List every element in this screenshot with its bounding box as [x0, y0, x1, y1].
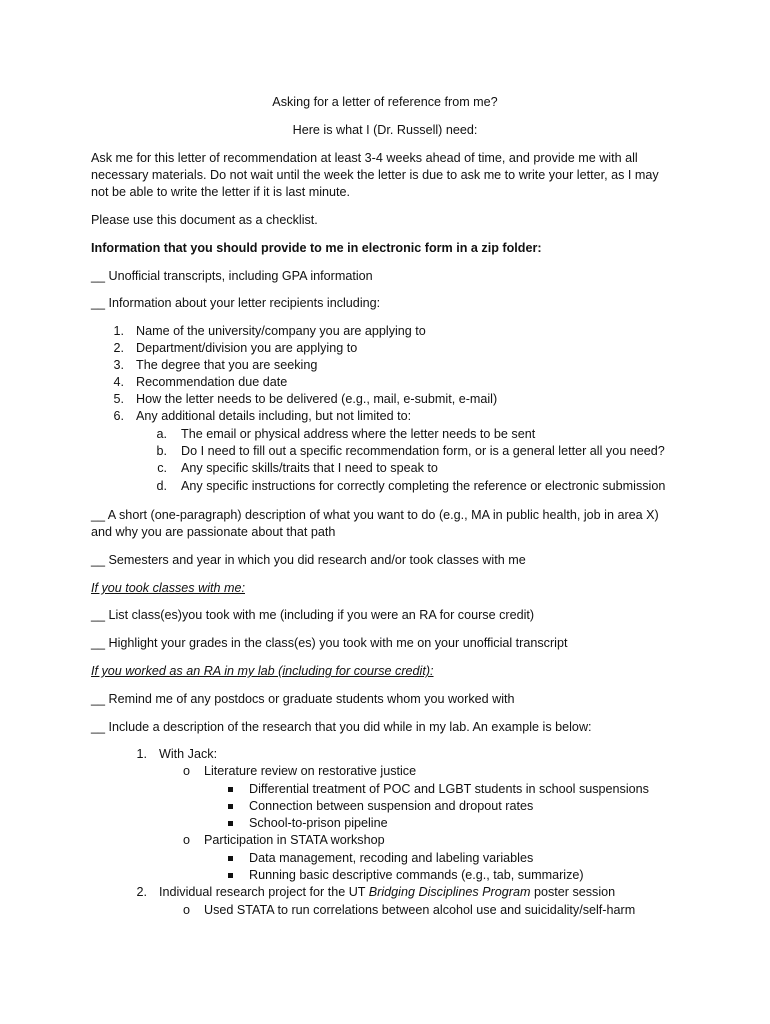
- checklist-item-list-classes: __ List class(es)you took with me (including if you were an RA for course credit): [91, 608, 535, 622]
- circle-bullet: o: [183, 833, 191, 847]
- checklist-item-postdocs: __ Remind me of any postdocs or graduate students whom you worked with: [91, 692, 515, 706]
- example-sub-item: Participation in STATA workshop: [204, 833, 385, 847]
- square-bullet: [228, 856, 233, 861]
- square-bullet: [228, 804, 233, 809]
- square-bullet: [228, 821, 233, 826]
- info-heading: Information that you should provide to me in electronic form in a zip folder:: [91, 241, 542, 255]
- classes-heading: If you took classes with me:: [91, 581, 245, 595]
- intro-line: necessary materials. Do not wait until the week the letter is due to ask me to write your letter, as I may: [91, 168, 659, 182]
- example-sub-item: Used STATA to run correlations between alcohol use and suicidality/self-harm: [204, 903, 636, 917]
- example-detail-item: Differential treatment of POC and LGBT students in school suspensions: [249, 782, 649, 796]
- list-item: Name of the university/company you are applying to: [136, 324, 426, 338]
- square-bullet: [228, 787, 233, 792]
- document-title: Asking for a letter of reference from me?: [272, 95, 498, 109]
- example-detail-item: Connection between suspension and dropout rates: [249, 799, 534, 813]
- list-letter: c.: [157, 461, 167, 475]
- example-detail-item: Running basic descriptive commands (e.g., tab, summarize): [249, 868, 584, 882]
- list-letter: d.: [156, 479, 167, 493]
- list-number: 2.: [113, 341, 124, 355]
- checklist-item-description-cont: and why you are passionate about that path: [91, 525, 336, 539]
- sub-list-item: Any specific skills/traits that I need to speak to: [181, 461, 438, 475]
- circle-bullet: o: [183, 903, 191, 917]
- list-number: 3.: [113, 358, 124, 372]
- sub-list-item: The email or physical address where the letter needs to be sent: [181, 427, 536, 441]
- example-item: [159, 884, 615, 901]
- program-name: Bridging Disciplines Program: [368, 885, 531, 899]
- list-item: Recommendation due date: [136, 375, 288, 389]
- checklist-item-research: __ Include a description of the research that you did while in my lab. An example is below:: [91, 720, 592, 734]
- checklist-item-semesters: __ Semesters and year in which you did research and/or took classes with me: [91, 553, 526, 567]
- circle-bullet: o: [183, 764, 191, 778]
- example-item-text: Individual research project for the UT: [159, 885, 369, 899]
- ra-heading: If you worked as an RA in my lab (including for course credit):: [91, 664, 434, 678]
- sub-list-item: Do I need to fill out a specific recommendation form, or is a general letter all you need?: [181, 444, 665, 458]
- checklist-item-transcripts: __ Unofficial transcripts, including GPA information: [91, 269, 373, 283]
- example-number: 1.: [136, 747, 147, 761]
- sub-list-item: Any specific instructions for correctly completing the reference or electronic submission: [181, 479, 666, 493]
- checklist-note: Please use this document as a checklist.: [91, 213, 318, 227]
- list-item: Department/division you are applying to: [136, 341, 358, 355]
- checklist-item-recipients: __ Information about your letter recipients including:: [91, 296, 381, 310]
- list-number: 4.: [113, 375, 124, 389]
- list-letter: a.: [156, 427, 167, 441]
- list-number: 1.: [113, 324, 124, 338]
- example-detail-item: Data management, recoding and labeling variables: [249, 851, 534, 865]
- intro-line: Ask me for this letter of recommendation at least 3-4 weeks ahead of time, and provide me with all: [91, 151, 638, 165]
- square-bullet: [228, 873, 233, 878]
- example-number: 2.: [136, 885, 147, 899]
- list-item: Any additional details including, but not limited to:: [136, 409, 412, 423]
- list-number: 5.: [113, 392, 124, 406]
- list-letter: b.: [156, 444, 167, 458]
- intro-line: not be able to write the letter if it is last minute.: [91, 185, 350, 199]
- checklist-item-highlight-grades: __ Highlight your grades in the class(es) you took with me on your unofficial transcript: [91, 636, 568, 650]
- list-item: The degree that you are seeking: [136, 358, 318, 372]
- example-item: With Jack:: [159, 747, 218, 761]
- example-sub-item: Literature review on restorative justice: [204, 764, 417, 778]
- list-number: 6.: [113, 409, 124, 423]
- checklist-item-description: __ A short (one-paragraph) description of what you want to do (e.g., MA in public health, job in area X): [91, 508, 659, 522]
- example-detail-item: School-to-prison pipeline: [249, 816, 388, 830]
- document-subtitle: Here is what I (Dr. Russell) need:: [292, 123, 478, 137]
- example-item-text: poster session: [530, 885, 616, 899]
- list-item: How the letter needs to be delivered (e.g., mail, e-submit, e-mail): [136, 392, 498, 406]
